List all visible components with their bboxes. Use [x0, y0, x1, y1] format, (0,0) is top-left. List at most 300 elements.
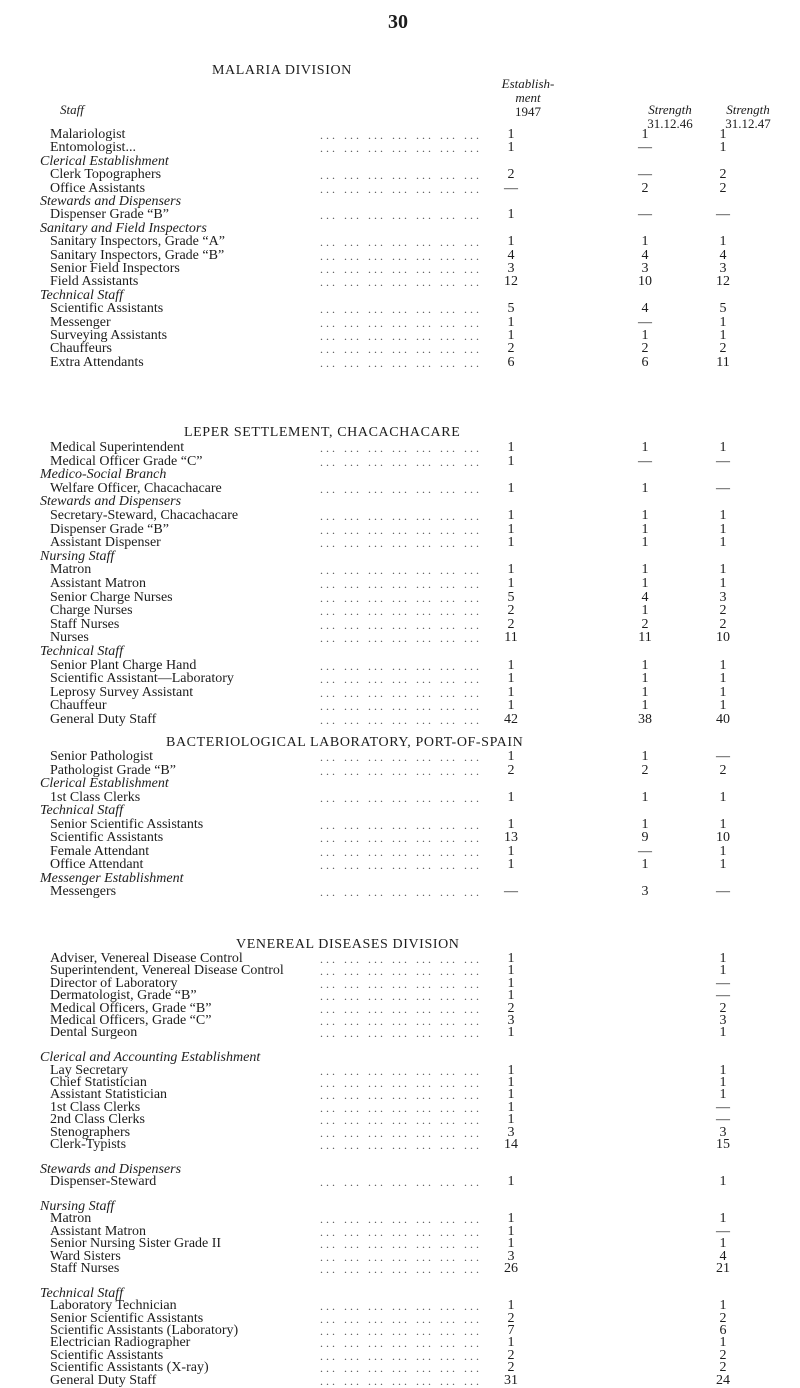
- leader-dots: ... ... ... ... ... ... ...: [320, 978, 482, 990]
- row-value-strength-1947: 1: [719, 315, 727, 330]
- row-label: 1st Class Clerks: [50, 790, 141, 805]
- row-label: Senior Nursing Sister Grade II: [50, 1236, 222, 1251]
- row-label: Medical Officer Grade “C”: [50, 454, 203, 469]
- row-label: Senior Scientific Assistants: [50, 817, 204, 832]
- row-value-establishment: 1: [507, 671, 515, 686]
- row-value-strength-1947: —: [716, 976, 730, 991]
- leader-dots: ... ... ... ... ... ... ...: [320, 236, 482, 248]
- leader-dots: ... ... ... ... ... ... ...: [320, 1102, 482, 1114]
- row-value-strength-1946: 1: [641, 790, 649, 805]
- row-value-strength-1946: 9: [641, 830, 649, 845]
- leader-dots: ... ... ... ... ... ... ...: [320, 129, 482, 141]
- row-value-strength-1946: —: [638, 167, 652, 182]
- row-label: Senior Field Inspectors: [50, 261, 180, 276]
- row-value-strength-1947: 1: [719, 1025, 727, 1040]
- row-value-strength-1946: 1: [641, 658, 649, 673]
- row-value-strength-1947: —: [716, 207, 730, 222]
- row-label: General Duty Staff: [50, 1373, 157, 1388]
- leader-dots: ... ... ... ... ... ... ...: [320, 619, 482, 631]
- row-value-strength-1946: 2: [641, 763, 649, 778]
- row-value-strength-1946: 1: [641, 440, 649, 455]
- row-value-strength-1947: 2: [719, 1348, 727, 1363]
- row-value-strength-1946: 1: [641, 698, 649, 713]
- row-label: Surveying Assistants: [50, 328, 168, 343]
- row-value-strength-1947: 1: [719, 1063, 727, 1078]
- row-value-strength-1947: 2: [719, 341, 727, 356]
- col-header-staff: Staff: [60, 102, 84, 117]
- row-value-strength-1947: 1: [719, 1174, 727, 1189]
- row-label: Matron: [50, 1211, 92, 1226]
- leader-dots: ... ... ... ... ... ... ...: [320, 1238, 482, 1250]
- row-value-strength-1947: 2: [719, 1001, 727, 1016]
- subsection-heading: Stewards and Dispensers: [40, 494, 182, 509]
- row-value-strength-1947: 2: [719, 181, 727, 196]
- subsection-heading: Messenger Establishment: [40, 871, 184, 886]
- leader-dots: ... ... ... ... ... ... ...: [320, 1114, 482, 1126]
- row-label: Scientific Assistants: [50, 301, 164, 316]
- leader-dots: ... ... ... ... ... ... ...: [320, 1027, 482, 1039]
- col-header-establishment-year: 1947: [515, 104, 541, 119]
- row-label: Chief Statistician: [50, 1075, 147, 1090]
- row-value-establishment: 3: [507, 1249, 515, 1264]
- row-value-strength-1946: 11: [638, 630, 652, 645]
- row-label: Sanitary Inspectors, Grade “A”: [50, 234, 225, 249]
- section-title: MALARIA DIVISION: [212, 63, 352, 78]
- row-value-strength-1947: —: [716, 1100, 730, 1115]
- row-value-strength-1947: 1: [719, 1236, 727, 1251]
- row-value-establishment: 1: [507, 207, 515, 222]
- row-value-establishment: 13: [504, 830, 518, 845]
- row-value-establishment: 12: [504, 274, 518, 289]
- subsection-heading: Technical Staff: [40, 1286, 124, 1301]
- row-label: Medical Superintendent: [50, 440, 185, 455]
- row-value-strength-1947: 1: [719, 685, 727, 700]
- row-value-strength-1946: —: [638, 454, 652, 469]
- row-value-strength-1946: 1: [641, 508, 649, 523]
- row-value-strength-1947: 1: [719, 951, 727, 966]
- row-label: Messengers: [50, 884, 117, 899]
- leader-dots: ... ... ... ... ... ... ...: [320, 578, 482, 590]
- leader-dots: ... ... ... ... ... ... ...: [320, 1350, 482, 1362]
- row-label: Senior Pathologist: [50, 749, 154, 764]
- row-value-establishment: 1: [507, 1087, 515, 1102]
- row-value-establishment: 3: [507, 1125, 515, 1140]
- leader-dots: ... ... ... ... ... ... ...: [320, 1213, 482, 1225]
- row-label: 2nd Class Clerks: [50, 1112, 145, 1127]
- row-value-strength-1947: 1: [719, 1211, 727, 1226]
- leader-dots: ... ... ... ... ... ... ...: [320, 1226, 482, 1238]
- section-title: BACTERIOLOGICAL LABORATORY, PORT-OF-SPAIN: [166, 735, 524, 750]
- row-label: Dispenser-Steward: [50, 1174, 157, 1189]
- leader-dots: ... ... ... ... ... ... ...: [320, 990, 482, 1002]
- row-value-strength-1947: 10: [716, 630, 730, 645]
- row-value-strength-1947: 11: [716, 355, 730, 370]
- row-value-strength-1946: 4: [641, 301, 649, 316]
- row-label: Laboratory Technician: [50, 1298, 177, 1313]
- row-value-establishment: 1: [507, 951, 515, 966]
- row-value-strength-1946: 1: [641, 817, 649, 832]
- subsection-heading: Nursing Staff: [40, 1199, 115, 1214]
- row-label: Field Assistants: [50, 274, 139, 289]
- row-value-strength-1946: 1: [641, 749, 649, 764]
- row-value-strength-1947: 2: [719, 1360, 727, 1375]
- row-value-establishment: 7: [507, 1323, 515, 1338]
- row-value-strength-1947: —: [716, 454, 730, 469]
- row-value-strength-1947: 1: [719, 1335, 727, 1350]
- row-value-establishment: 2: [507, 1360, 515, 1375]
- row-value-establishment: 1: [507, 658, 515, 673]
- row-value-establishment: 1: [507, 988, 515, 1003]
- row-label: Matron: [50, 562, 92, 577]
- row-value-establishment: 31: [504, 1373, 518, 1388]
- row-value-establishment: 2: [507, 1311, 515, 1326]
- row-value-strength-1947: —: [716, 749, 730, 764]
- row-value-establishment: 2: [507, 341, 515, 356]
- row-value-strength-1947: 12: [716, 274, 730, 289]
- row-value-establishment: 1: [507, 1025, 515, 1040]
- row-label: Welfare Officer, Chacachacare: [50, 481, 222, 496]
- row-value-establishment: 1: [507, 522, 515, 537]
- row-label: Clerk-Typists: [50, 1137, 127, 1152]
- leader-dots: ... ... ... ... ... ... ...: [320, 1065, 482, 1077]
- row-value-strength-1946: —: [638, 207, 652, 222]
- section-title: VENEREAL DISEASES DIVISION: [236, 937, 460, 952]
- row-label: Senior Plant Charge Hand: [50, 658, 197, 673]
- row-label: Dispenser Grade “B”: [50, 522, 169, 537]
- row-label: Nurses: [50, 630, 89, 645]
- leader-dots: ... ... ... ... ... ... ...: [320, 832, 482, 844]
- leader-dots: ... ... ... ... ... ... ...: [320, 632, 482, 644]
- row-value-establishment: 1: [507, 140, 515, 155]
- row-value-establishment: 1: [507, 234, 515, 249]
- leader-dots: ... ... ... ... ... ... ...: [320, 1313, 482, 1325]
- leader-dots: ... ... ... ... ... ... ...: [320, 859, 482, 871]
- leader-dots: ... ... ... ... ... ... ...: [320, 700, 482, 712]
- row-value-strength-1947: 2: [719, 603, 727, 618]
- row-value-establishment: 11: [504, 630, 518, 645]
- row-value-establishment: 42: [504, 712, 518, 727]
- row-label: Leprosy Survey Assistant: [50, 685, 194, 700]
- row-label: Entomologist...: [50, 140, 136, 155]
- row-value-establishment: 1: [507, 454, 515, 469]
- row-value-strength-1946: 1: [641, 671, 649, 686]
- leader-dots: ... ... ... ... ... ... ...: [320, 343, 482, 355]
- row-value-strength-1947: 1: [719, 234, 727, 249]
- row-value-establishment: 1: [507, 328, 515, 343]
- subsection-heading: Nursing Staff: [40, 549, 115, 564]
- row-value-strength-1946: 1: [641, 685, 649, 700]
- row-value-strength-1947: 1: [719, 328, 727, 343]
- row-value-strength-1946: 10: [638, 274, 652, 289]
- row-value-strength-1946: 1: [641, 562, 649, 577]
- leader-dots: ... ... ... ... ... ... ...: [320, 1176, 482, 1188]
- row-value-strength-1947: 6: [719, 1323, 727, 1338]
- row-value-strength-1946: 1: [641, 481, 649, 496]
- row-value-establishment: 1: [507, 562, 515, 577]
- row-label: Stenographers: [50, 1125, 131, 1140]
- leader-dots: ... ... ... ... ... ... ...: [320, 1337, 482, 1349]
- row-value-establishment: 3: [507, 1013, 515, 1028]
- row-value-strength-1947: 1: [719, 844, 727, 859]
- col-header-strength-1946-line1: Strength: [648, 102, 692, 117]
- row-label: Office Assistants: [50, 181, 146, 196]
- row-value-establishment: 2: [507, 763, 515, 778]
- subsection-heading: Stewards and Dispensers: [40, 1162, 182, 1177]
- leader-dots: ... ... ... ... ... ... ...: [320, 456, 482, 468]
- row-value-establishment: 1: [507, 127, 515, 142]
- col-header-strength-1946-date: 31.12.46: [647, 116, 693, 131]
- leader-dots: ... ... ... ... ... ... ...: [320, 765, 482, 777]
- row-value-strength-1946: 1: [641, 127, 649, 142]
- row-value-strength-1947: 1: [719, 1298, 727, 1313]
- row-value-establishment: 1: [507, 440, 515, 455]
- row-value-strength-1946: 2: [641, 181, 649, 196]
- row-value-establishment: 5: [507, 590, 515, 605]
- row-value-strength-1946: 38: [638, 712, 652, 727]
- row-value-establishment: 5: [507, 301, 515, 316]
- row-label: Scientific Assistants: [50, 830, 164, 845]
- row-value-strength-1947: 24: [716, 1373, 730, 1388]
- row-label: 1st Class Clerks: [50, 1100, 141, 1115]
- col-header-establishment-line2: ment: [515, 90, 541, 105]
- leader-dots: ... ... ... ... ... ... ...: [320, 483, 482, 495]
- row-value-strength-1946: —: [638, 140, 652, 155]
- row-label: Sanitary Inspectors, Grade “B”: [50, 248, 225, 263]
- row-value-establishment: 1: [507, 576, 515, 591]
- row-value-strength-1947: 1: [719, 127, 727, 142]
- row-label: Senior Charge Nurses: [50, 590, 173, 605]
- row-value-strength-1947: 2: [719, 1311, 727, 1326]
- leader-dots: ... ... ... ... ... ... ...: [320, 965, 482, 977]
- row-label: Scientific Assistants (X-ray): [50, 1360, 209, 1375]
- row-label: Chauffeurs: [50, 341, 112, 356]
- subsection-heading: Stewards and Dispensers: [40, 194, 182, 209]
- row-value-strength-1946: 1: [641, 522, 649, 537]
- row-value-strength-1946: 1: [641, 328, 649, 343]
- row-value-establishment: 1: [507, 844, 515, 859]
- row-value-strength-1946: 2: [641, 617, 649, 632]
- row-value-strength-1947: 3: [719, 1013, 727, 1028]
- row-label: Scientific Assistant—Laboratory: [50, 671, 234, 686]
- row-value-strength-1947: —: [716, 1112, 730, 1127]
- row-value-strength-1947: 1: [719, 508, 727, 523]
- leader-dots: ... ... ... ... ... ... ...: [320, 953, 482, 965]
- row-value-strength-1947: 1: [719, 671, 727, 686]
- row-value-establishment: 1: [507, 481, 515, 496]
- leader-dots: ... ... ... ... ... ... ...: [320, 250, 482, 262]
- leader-dots: ... ... ... ... ... ... ...: [320, 605, 482, 617]
- leader-dots: ... ... ... ... ... ... ...: [320, 564, 482, 576]
- row-label: Extra Attendants: [50, 355, 144, 370]
- row-value-strength-1946: 1: [641, 535, 649, 550]
- row-value-establishment: 1: [507, 535, 515, 550]
- row-value-strength-1946: 3: [641, 884, 649, 899]
- row-value-strength-1947: 2: [719, 617, 727, 632]
- leader-dots: ... ... ... ... ... ... ...: [320, 183, 482, 195]
- row-label: Dispenser Grade “B”: [50, 207, 169, 222]
- row-value-strength-1947: 1: [719, 963, 727, 978]
- row-label: Chauffeur: [50, 698, 107, 713]
- row-label: Secretary-Steward, Chacachacare: [50, 508, 239, 523]
- row-label: General Duty Staff: [50, 712, 157, 727]
- row-label: Dermatologist, Grade “B”: [50, 988, 197, 1003]
- section-title: LEPER SETTLEMENT, CHACACHACARE: [184, 425, 461, 440]
- row-label: Ward Sisters: [50, 1249, 121, 1264]
- row-value-establishment: 1: [507, 1075, 515, 1090]
- row-value-strength-1947: 1: [719, 522, 727, 537]
- row-label: Assistant Dispenser: [50, 535, 161, 550]
- leader-dots: ... ... ... ... ... ... ...: [320, 673, 482, 685]
- row-value-establishment: 14: [504, 1137, 518, 1152]
- row-value-strength-1947: 1: [719, 562, 727, 577]
- row-value-establishment: 1: [507, 976, 515, 991]
- leader-dots: ... ... ... ... ... ... ...: [320, 687, 482, 699]
- leader-dots: ... ... ... ... ... ... ...: [320, 751, 482, 763]
- row-value-strength-1947: 1: [719, 535, 727, 550]
- row-label: Medical Officers, Grade “C”: [50, 1013, 212, 1028]
- row-value-establishment: 1: [507, 685, 515, 700]
- row-label: Director of Laboratory: [50, 976, 178, 991]
- row-value-strength-1947: 3: [719, 590, 727, 605]
- leader-dots: ... ... ... ... ... ... ...: [320, 142, 482, 154]
- row-value-establishment: 1: [507, 1112, 515, 1127]
- row-value-establishment: 1: [507, 1100, 515, 1115]
- row-value-strength-1947: 1: [719, 440, 727, 455]
- leader-dots: ... ... ... ... ... ... ...: [320, 1325, 482, 1337]
- leader-dots: ... ... ... ... ... ... ...: [320, 317, 482, 329]
- row-value-strength-1947: 3: [719, 261, 727, 276]
- row-value-establishment: 6: [507, 355, 515, 370]
- row-value-strength-1947: 1: [719, 658, 727, 673]
- row-label: Assistant Matron: [50, 576, 147, 591]
- row-label: Assistant Statistician: [50, 1087, 168, 1102]
- row-value-strength-1946: 3: [641, 261, 649, 276]
- row-value-establishment: 1: [507, 1236, 515, 1251]
- row-label: Scientific Assistants (Laboratory): [50, 1323, 239, 1338]
- leader-dots: ... ... ... ... ... ... ...: [320, 846, 482, 858]
- row-value-establishment: 1: [507, 508, 515, 523]
- row-label: Charge Nurses: [50, 603, 133, 618]
- row-label: Female Attendant: [50, 844, 150, 859]
- row-value-strength-1947: 1: [719, 817, 727, 832]
- subsection-heading: Technical Staff: [40, 803, 124, 818]
- row-value-strength-1946: 1: [641, 576, 649, 591]
- leader-dots: ... ... ... ... ... ... ...: [320, 1139, 482, 1151]
- subsection-heading: Technical Staff: [40, 288, 124, 303]
- subsection-heading: Clerical Establishment: [40, 154, 169, 169]
- row-label: Superintendent, Venereal Disease Control: [50, 963, 284, 978]
- row-label: Pathologist Grade “B”: [50, 763, 176, 778]
- row-value-establishment: 1: [507, 1211, 515, 1226]
- row-value-establishment: —: [504, 181, 518, 196]
- col-header-strength-1947-line1: Strength: [726, 102, 770, 117]
- leader-dots: ... ... ... ... ... ... ...: [320, 1251, 482, 1263]
- row-value-establishment: 2: [507, 1348, 515, 1363]
- row-value-establishment: 1: [507, 963, 515, 978]
- page-number: 30: [388, 11, 408, 33]
- leader-dots: ... ... ... ... ... ... ...: [320, 819, 482, 831]
- row-value-strength-1947: 1: [719, 790, 727, 805]
- row-value-establishment: 1: [507, 790, 515, 805]
- leader-dots: ... ... ... ... ... ... ...: [320, 1263, 482, 1275]
- row-value-establishment: 2: [507, 617, 515, 632]
- leader-dots: ... ... ... ... ... ... ...: [320, 886, 482, 898]
- leader-dots: ... ... ... ... ... ... ...: [320, 330, 482, 342]
- leader-dots: ... ... ... ... ... ... ...: [320, 357, 482, 369]
- subsection-heading: Sanitary and Field Inspectors: [40, 221, 207, 236]
- leader-dots: ... ... ... ... ... ... ...: [320, 442, 482, 454]
- row-value-establishment: 1: [507, 1063, 515, 1078]
- subsection-heading: Medico-Social Branch: [40, 467, 167, 482]
- row-value-strength-1947: 5: [719, 301, 727, 316]
- row-value-establishment: 2: [507, 603, 515, 618]
- row-label: Senior Scientific Assistants: [50, 1311, 204, 1326]
- leader-dots: ... ... ... ... ... ... ...: [320, 303, 482, 315]
- leader-dots: ... ... ... ... ... ... ...: [320, 1300, 482, 1312]
- leader-dots: ... ... ... ... ... ... ...: [320, 263, 482, 275]
- row-label: Dental Surgeon: [50, 1025, 138, 1040]
- col-header-establishment-line1: Establish-: [501, 76, 555, 91]
- subsection-heading: Technical Staff: [40, 644, 124, 659]
- row-value-strength-1946: —: [638, 844, 652, 859]
- row-value-strength-1947: —: [716, 988, 730, 1003]
- leader-dots: ... ... ... ... ... ... ...: [320, 1089, 482, 1101]
- leader-dots: ... ... ... ... ... ... ...: [320, 1077, 482, 1089]
- row-value-establishment: 2: [507, 1001, 515, 1016]
- row-value-strength-1946: 4: [641, 248, 649, 263]
- row-value-strength-1947: —: [716, 884, 730, 899]
- leader-dots: ... ... ... ... ... ... ...: [320, 1127, 482, 1139]
- row-value-establishment: 1: [507, 698, 515, 713]
- row-label: Electrician Radiographer: [50, 1335, 191, 1350]
- leader-dots: ... ... ... ... ... ... ...: [320, 792, 482, 804]
- row-value-strength-1946: —: [638, 315, 652, 330]
- row-value-strength-1947: 15: [716, 1137, 730, 1152]
- row-value-establishment: 1: [507, 857, 515, 872]
- row-value-strength-1947: 1: [719, 140, 727, 155]
- row-value-strength-1947: 4: [719, 1249, 727, 1264]
- row-label: Staff Nurses: [50, 1261, 120, 1276]
- row-label: Scientific Assistants: [50, 1348, 164, 1363]
- row-value-establishment: 1: [507, 1224, 515, 1239]
- row-value-strength-1947: 2: [719, 167, 727, 182]
- row-label: Medical Officers, Grade “B”: [50, 1001, 212, 1016]
- leader-dots: ... ... ... ... ... ... ...: [320, 1375, 482, 1387]
- row-value-strength-1946: 1: [641, 234, 649, 249]
- subsection-heading: Clerical Establishment: [40, 776, 169, 791]
- row-label: Assistant Matron: [50, 1224, 147, 1239]
- row-value-establishment: 1: [507, 817, 515, 832]
- row-value-strength-1946: 4: [641, 590, 649, 605]
- row-label: Adviser, Venereal Disease Control: [50, 951, 243, 966]
- row-value-strength-1946: 6: [641, 355, 649, 370]
- leader-dots: ... ... ... ... ... ... ...: [320, 524, 482, 536]
- leader-dots: ... ... ... ... ... ... ...: [320, 1015, 482, 1027]
- row-value-establishment: 1: [507, 315, 515, 330]
- leader-dots: ... ... ... ... ... ... ...: [320, 714, 482, 726]
- row-label: Lay Secretary: [50, 1063, 129, 1078]
- row-value-strength-1946: 1: [641, 603, 649, 618]
- col-header-strength-1947-date: 31.12.47: [725, 116, 771, 131]
- row-value-establishment: 1: [507, 1174, 515, 1189]
- row-value-establishment: 26: [504, 1261, 518, 1276]
- leader-dots: ... ... ... ... ... ... ...: [320, 510, 482, 522]
- row-value-strength-1947: —: [716, 481, 730, 496]
- leader-dots: ... ... ... ... ... ... ...: [320, 209, 482, 221]
- row-value-strength-1947: 1: [719, 698, 727, 713]
- row-label: Malariologist: [50, 127, 126, 142]
- row-value-strength-1947: 4: [719, 248, 727, 263]
